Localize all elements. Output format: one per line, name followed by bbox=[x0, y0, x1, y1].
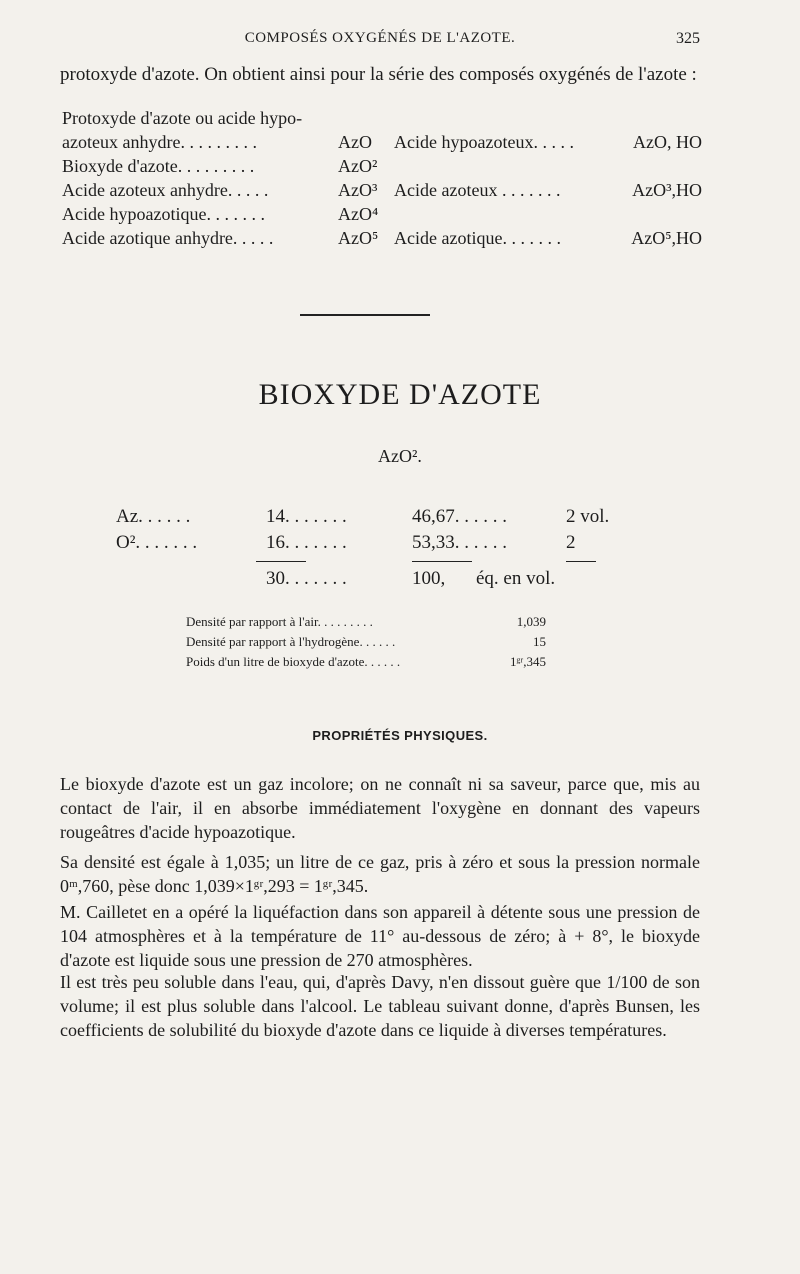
density-label: Densité par rapport à l'air. . . . . . . . . bbox=[186, 614, 373, 629]
total-volume: éq. en vol. bbox=[476, 568, 556, 589]
compound-formula: AzO² bbox=[338, 156, 378, 176]
compound-formula: AzO bbox=[338, 132, 372, 152]
acid-name: Acide hypoazoteux. . . . . bbox=[394, 132, 574, 152]
compound-row bbox=[62, 180, 702, 204]
compound-row bbox=[62, 204, 702, 228]
density-row bbox=[186, 654, 546, 674]
percent: 46,67. . . . . . bbox=[412, 506, 507, 527]
section-heading: PROPRIÉTÉS PHYSIQUES. bbox=[312, 728, 488, 743]
page-number: 325 bbox=[676, 30, 700, 47]
element: O². . . . . . . bbox=[116, 532, 198, 553]
running-head: COMPOSÉS OXYGÉNÉS DE L'AZOTE. bbox=[244, 30, 516, 46]
compound-row bbox=[62, 108, 702, 132]
compound-name: Acide azoteux anhydre. . . . . bbox=[62, 180, 269, 200]
paragraph: M. Cailletet en a opéré la liquéfaction dans son appareil à détente sous une pression de 104 atmosphères et à la température de 11° au-dessous de zéro; à + 8°, le bioxyde d'azote est liquide sous une pression de 270 atmosphères. bbox=[60, 902, 700, 970]
density-label: Poids d'un litre de bioxyde d'azote. . . . . . bbox=[186, 654, 401, 669]
compound-formula: AzO⁵ bbox=[338, 228, 379, 248]
density-value: 1ᵍʳ,345 bbox=[510, 654, 546, 669]
intro-line: protoxyde d'azote. On obtient ainsi pour la série des composés oxygénés de l'azote : bbox=[60, 64, 697, 85]
composition-row bbox=[116, 532, 656, 558]
density-row bbox=[186, 634, 546, 654]
density-value: 1,039 bbox=[516, 614, 546, 629]
acid-name: Acide azotique. . . . . . . bbox=[394, 228, 561, 248]
page-header bbox=[60, 30, 700, 52]
sum-rule bbox=[256, 561, 306, 562]
paragraph: Il est très peu soluble dans l'eau, qui, d'après Davy, n'en dissout guère que 1/100 de son volume; il est plus soluble dans l'alcool. Le tableau suivant donne, d'après Bunsen, les coefficients de solubilité du bioxyde d'azote dans ce liquide à diverses températures. bbox=[60, 972, 700, 1040]
acid-formula: AzO, HO bbox=[633, 132, 702, 152]
total-mass: 30. . . . . . . bbox=[266, 568, 347, 589]
volume: 2 bbox=[566, 532, 576, 553]
compound-row bbox=[62, 156, 702, 180]
compound-name: Acide azotique anhydre. . . . . bbox=[62, 228, 274, 248]
mass: 14. . . . . . . bbox=[266, 506, 347, 527]
density-row bbox=[186, 614, 546, 634]
compound-row bbox=[62, 132, 702, 156]
compound-name: Bioxyde d'azote. . . . . . . . . bbox=[62, 156, 255, 176]
acid-name: Acide azoteux . . . . . . . bbox=[394, 180, 561, 200]
acid-formula: AzO³,HO bbox=[632, 180, 702, 200]
total-percent: 100, bbox=[412, 568, 446, 589]
compound-row bbox=[62, 228, 702, 252]
sum-rule bbox=[566, 561, 596, 562]
density-label: Densité par rapport à l'hydrogène. . . . . . bbox=[186, 634, 396, 649]
section-title: BIOXYDE D'AZOTE bbox=[258, 378, 542, 411]
density-value: 15 bbox=[533, 634, 546, 649]
percent: 53,33. . . . . . bbox=[412, 532, 507, 553]
paragraph: Le bioxyde d'azote est un gaz incolore; on ne connaît ni sa saveur, parce que, mis au contact de l'air, il en absorbe immédiatement l'oxygène en donnant des vapeurs rougeâtres d'acide hypoazotique. bbox=[60, 774, 700, 842]
compound-name: Acide hypoazotique. . . . . . . bbox=[62, 204, 265, 224]
mass: 16. . . . . . . bbox=[266, 532, 347, 553]
element: Az. . . . . . bbox=[116, 506, 191, 527]
chemical-formula: AzO². bbox=[378, 446, 422, 466]
section-divider bbox=[300, 314, 430, 316]
volume: 2 vol. bbox=[566, 506, 610, 527]
acid-formula: AzO⁵,HO bbox=[631, 228, 702, 248]
compound-name: azoteux anhydre. . . . . . . . . bbox=[62, 132, 257, 152]
compound-formula: AzO³ bbox=[338, 180, 378, 200]
sum-rule bbox=[412, 561, 472, 562]
compound-name: Protoxyde d'azote ou acide hypo- bbox=[62, 108, 303, 128]
paragraph: Sa densité est égale à 1,035; un litre de ce gaz, pris à zéro et sous la pression normale 0ᵐ,760, pèse donc 1,039×1ᵍʳ,293 = 1ᵍʳ,345. bbox=[60, 852, 700, 896]
composition-row bbox=[116, 506, 656, 532]
composition-total-row bbox=[116, 568, 656, 594]
compound-formula: AzO⁴ bbox=[338, 204, 379, 224]
